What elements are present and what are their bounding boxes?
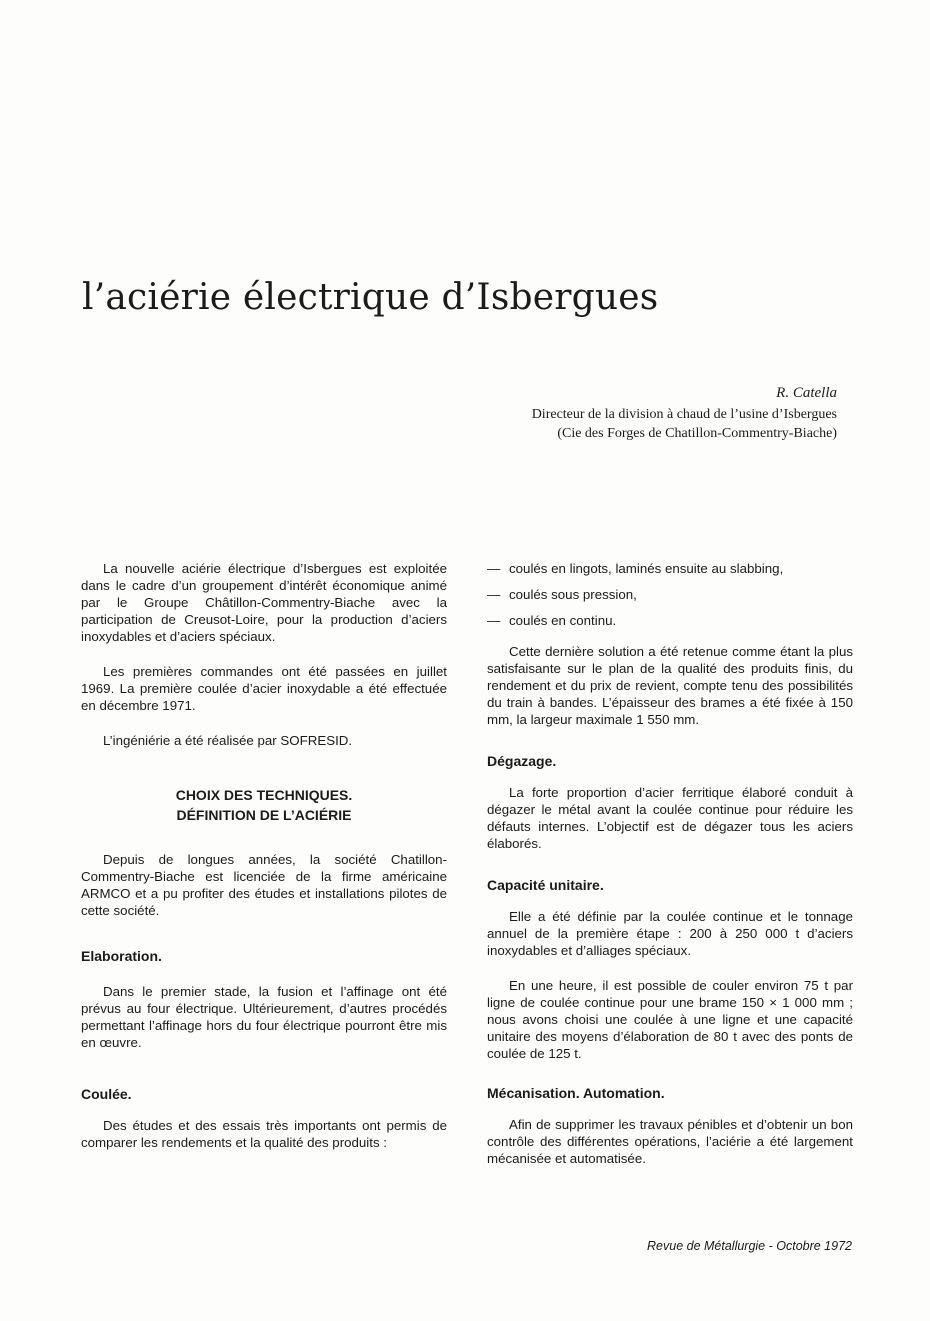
heading-mecanisation: Mécanisation. Automation. bbox=[487, 1085, 665, 1101]
dash-bullet: — bbox=[487, 587, 501, 602]
list-item-text: coulés sous pression, bbox=[509, 587, 637, 602]
heading-capacite: Capacité unitaire. bbox=[487, 877, 604, 893]
author-role: Directeur de la division à chaud de l’usine d’Isbergues bbox=[531, 407, 837, 422]
dash-bullet: — bbox=[487, 561, 501, 576]
coulee-paragraph: Des études et des essais très importants ont permis de comparer les rendements et la qualité des produits : bbox=[81, 1118, 447, 1150]
section-heading-line-1: CHOIX DES TECHNIQUES. bbox=[175, 787, 353, 803]
author-name: R. Catella bbox=[776, 385, 837, 401]
section-heading bbox=[81, 785, 447, 825]
article-title: l’aciérie électrique d’Isbergues bbox=[82, 277, 659, 318]
heading-degazage: Dégazage. bbox=[487, 753, 557, 769]
elaboration-paragraph: Dans le premier stade, la fusion et l’affinage ont été prévus au four électrique. Ultérieurement, d’autres procédés permettant l’affinage hors du four électrique pourront être mis en œuvre. bbox=[81, 984, 447, 1050]
dash-bullet: — bbox=[487, 613, 501, 628]
author-block bbox=[337, 384, 837, 443]
casting-methods-list bbox=[487, 560, 853, 629]
section-heading-line-2: DÉFINITION DE L’ACIÉRIE bbox=[176, 807, 352, 823]
list-item-text: coulés en continu. bbox=[509, 613, 617, 628]
list-item bbox=[487, 560, 853, 577]
continuous-casting-paragraph: Cette dernière solution a été retenue comme étant la plus satisfaisante sur le plan de la qualité des produits finis, du rendement et du prix de revient, compte tenu des possibilités du train à bandes. L’épaisseur des brames a été fixée à 150 mm, la largeur maximale 1 550 mm. bbox=[487, 644, 853, 727]
capacite-paragraph: Elle a été définie par la coulée continue et le tonnage annuel de la première étape : 200 à 250 000 t d’aciers inoxydables et d’alliages spéciaux. bbox=[487, 909, 853, 958]
left-column bbox=[81, 560, 447, 1151]
orders-paragraph: Les premières commandes ont été passées en juillet 1969. La première coulée d’acier inoxydable a été effectuée en décembre 1971. bbox=[81, 664, 447, 713]
armco-paragraph: Depuis de longues années, la société Chatillon-Commentry-Biache est licenciée de la firme américaine ARMCO et a pu profiter des études et installations pilotes de cette société. bbox=[81, 852, 447, 918]
engineering-paragraph: L’ingéniérie a été réalisée par SOFRESID. bbox=[103, 733, 353, 748]
degazage-paragraph: La forte proportion d’acier ferritique élaboré conduit à dégazer le métal avant la coulée continue pour réduire les défauts internes. L’objectif est de dégazer tous les aciers élaborés. bbox=[487, 785, 853, 851]
list-item bbox=[487, 612, 853, 629]
heading-elaboration: Elaboration. bbox=[81, 948, 162, 964]
list-item bbox=[487, 586, 853, 603]
heading-coulee: Coulée. bbox=[81, 1086, 132, 1102]
author-company: (Cie des Forges de Chatillon-Commentry-Biache) bbox=[557, 426, 837, 441]
hourly-output-paragraph: En une heure, il est possible de couler environ 75 t par ligne de coulée continue pour une brame 150 × 1 000 mm ; nous avons choisi une coulée à une ligne et une capacité unitaire des moyens d’élaboration de 80 t avec des ponts de coulée de 125 t. bbox=[487, 978, 853, 1061]
mecanisation-paragraph: Afin de supprimer les travaux pénibles et d’obtenir un bon contrôle des différentes opérations, l’aciérie a été largement mécanisée et automatisée. bbox=[487, 1117, 853, 1166]
intro-paragraph: La nouvelle aciérie électrique d’Isbergues est exploitée dans le cadre d’un groupement d’intérêt économique animé par le Groupe Châtillon-Commentry-Biache avec la participation de Creusot-Loire, pour la production d’aciers inoxydables et d’aciers spéciaux. bbox=[81, 561, 447, 644]
right-column bbox=[487, 560, 853, 1167]
journal-footer: Revue de Métallurgie - Octobre 1972 bbox=[647, 1239, 852, 1253]
list-item-text: coulés en lingots, laminés ensuite au slabbing, bbox=[509, 561, 784, 576]
